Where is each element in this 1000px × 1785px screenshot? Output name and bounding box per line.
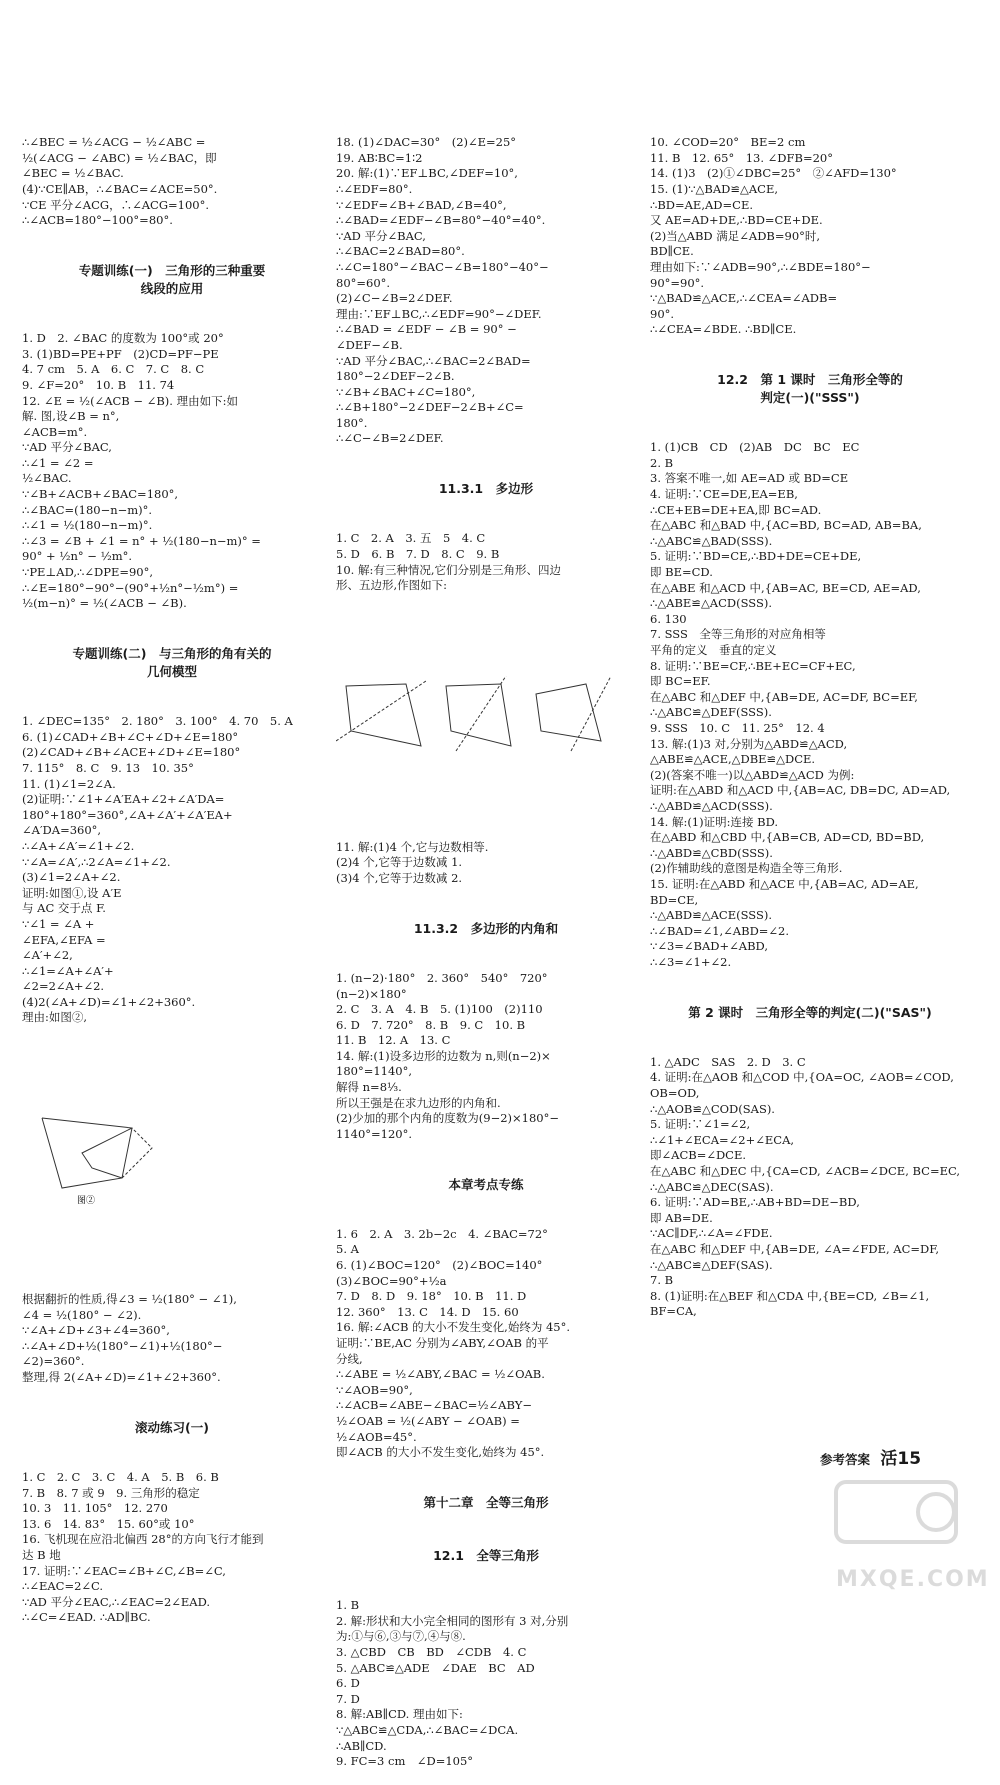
figure-2-caption: 图②: [77, 1196, 96, 1207]
col1-heading1: 专题训练(一) 三角形的三种重要 线段的应用: [78, 262, 266, 296]
watermark-text: MXQE.COM: [836, 1567, 990, 1592]
answer-column-2: [336, 104, 636, 1785]
col2-block6: 1. B 2. 解:形状和大小完全相同的图形有 3 对,分别 为:①与⑥,③与⑦,④与⑧. 3. △CBD CB BD ∠CDB 4. C 5. △ABC≌△ADE ∠DAE BC AD 6. D 7. D 8. 解:AB∥CD. 理由如下: ∵△ABC≌△CDA,∴∠BAC=∠DCA. ∴AB∥CD. 9. FC=3 cm ∠D=105°: [336, 1598, 569, 1769]
polygon-cut-diagram: [336, 676, 616, 756]
col2-heading3: 本章考点专练: [448, 1176, 524, 1192]
watermark-icon: [826, 1472, 976, 1562]
col2-block4: 1. (n−2)·180° 2. 360° 540° 720° (n−2)×180° 2. C 3. A 4. B 5. (1)100 (2)110 6. D 7. 720° 8. B 9. C 10. B 11. B 12. A 13. C 14. 解:(1)设多边形的边数为 n,则(n−2)× 180°=1140°, 解得 n=8⅓. 所以王强是在求九边形的内角和. (2)少加的那个内角的度数为(9−2)×180°− 1140°=120°.: [336, 970, 560, 1141]
col2-block1: 18. (1)∠DAC=30° (2)∠E=25° 19. AB∶BC=1∶2 20. 解:(1)∵EF⊥BC,∠DEF=10°, ∴∠EDF=80°. ∵∠EDF=∠B+∠BAD,∠B=40°, ∴∠BAD=∠EDF−∠B=80°−40°=40°. ∵AD 平分∠BAC, ∴∠BAC=2∠BAD=80°. ∴∠C=180°−∠BAC−∠B=180°−40°− 80°=60°. (2)∠C−∠B=2∠DEF. 理由:∵EF⊥BC,∴∠EDF=90°−∠DEF. ∴∠BAD = ∠EDF − ∠B = 90° − ∠DEF−∠B. ∵AD 平分∠BAC,∴∠BAC=2∠BAD= 180°−2∠DEF−2∠B. ∵∠B+∠BAC+∠C=180°, ∴∠B+180°−2∠DEF−2∠B+∠C= 180°. ∴∠C−∠B=2∠DEF.: [336, 135, 549, 446]
footer-label: 参考答案: [820, 1452, 871, 1467]
col1-block3: 1. ∠DEC=135° 2. 180° 3. 100° 4. 70 5. A 6. (1)∠CAD+∠B+∠C+∠D+∠E=180° (2)∠CAD+∠B+∠ACE+∠D+∠E=180° 7. 115° 8. C 9. 13 10. 35° 11. (1)∠1=2∠A. (2)证明:∵∠1+∠A′EA+∠2+∠A′DA= 180°+180°=360°,∠A+∠A′+∠A′EA+ ∠A′DA=360°, ∴∠A+∠A′=∠1+∠2. ∵∠A=∠A′,∴2∠A=∠1+∠2. (3)∠1=2∠A+∠2. 证明:如图①,设 A′E 与 AC 交于点 F. ∵∠1 = ∠A + ∠EFA,∠EFA = ∠A′+∠2, ∴∠1=∠A+∠A′+ ∠2=2∠A+∠2. (4)2(∠A+∠D)=∠1+∠2+360°. 理由:如图②,: [22, 714, 293, 1025]
fold-diagram-2: [22, 1108, 182, 1208]
page-number: 活15: [880, 1449, 922, 1469]
col3-heading1: 12.2 第 1 课时 三角形全等的 判定(一)("SSS"): [717, 372, 903, 406]
col3-heading2: 第 2 课时 三角形全等的判定(二)("SAS"): [688, 1004, 932, 1020]
col2-heading5: 12.1 全等三角形: [433, 1548, 539, 1564]
col1-block2: 1. D 2. ∠BAC 的度数为 100°或 20° 3. (1)BD=PE+PF (2)CD=PF−PE 4. 7 cm 5. A 6. C 7. C 8. C 9. ∠F=20° 10. B 11. 74 12. ∠E = ½(∠ACB − ∠B). 理由如下:如 解. 图,设∠B = n°, ∠ACB=m°. ∵AD 平分∠BAC, ∴∠1 = ∠2 = ½∠BAC. ∵∠B+∠ACB+∠BAC=180°, ∴∠BAC=(180−n−m)°. ∴∠1 = ½(180−n−m)°. ∴∠3 = ∠B + ∠1 = n° + ½(180−n−m)° = 90° + ½n° − ½m°. ∵PE⊥AD,∴∠DPE=90°, ∴∠E=180°−90°−(90°+½n°−½m°) = ½(m−n)° = ½(∠ACB − ∠B).: [22, 331, 261, 611]
col2-heading4: 第十二章 全等三角形: [423, 1494, 549, 1510]
answer-column-1: [22, 104, 322, 1641]
col2-heading2: 11.3.2 多边形的内角和: [413, 920, 559, 936]
col2-heading1: 11.3.1 多边形: [438, 481, 534, 497]
col3-block2: 1. (1)CB CD (2)AB DC BC EC 2. B 3. 答案不唯一,如 AE=AD 或 BD=CE 4. 证明:∵CE=DE,EA=EB, ∴CE+EB=DE+EA,即 BC=AD. 在△ABC 和△BAD 中,{AC=BD, BC=AD, AB=BA, ∴△ABC≌△BAD(SSS). 5. 证明:∵BD=CE,∴BD+DE=CE+DE, 即 BE=CD. 在△ABE 和△ACD 中,{AB=AC, BE=CD, AE=AD, ∴△ABE≌△ACD(SSS). 6. 130 7. SSS 全等三角形的对应角相等 平角的定义 垂直的定义 8. 证明:∵BE=CF,∴BE+EC=CF+EC, 即 BC=EF. 在△ABC 和△DEF 中,{AB=DE, AC=DF, BC=EF, ∴△ABC≌△DEF(SSS). 9. SSS 10. C 11. 25° 12. 4 13. 解:(1)3 对,分别为△ABD≌△ACD, △ABE≌△ACE,△DBE≌△DCE. (2)(答案不唯一)以△ABD≌△ACD 为例: 证明:在△ABD 和△ACD 中,{AB=AC, DB=DC, AD=AD, ∴△ABD≌△ACD(SSS). 14. 解:(1)证明:连接 BD. 在△ABD 和△CBD 中,{AB=CB, AD=CD, BD=BD, ∴△ABD≌△CBD(SSS). (2)作辅助线的意图是构造全等三角形. 15. 证明:在△ABD 和△ACE 中,{AB=AC, AD=AE, BD=CE, ∴△ABD≌△ACE(SSS). ∴∠BAD=∠1,∠ABD=∠2. ∵∠3=∠BAD+∠ABD, ∴∠3=∠1+∠2.: [650, 440, 951, 969]
col2-block3: 11. 解:(1)4 个,它与边数相等. (2)4 个,它等于边数减 1. (3)4 个,它等于边数减 2.: [336, 839, 489, 885]
watermark-logo: [826, 1472, 990, 1592]
figure-2: [22, 1077, 322, 1239]
col1-block5: 1. C 2. C 3. C 4. A 5. B 6. B 7. B 8. 7 或 9 9. 三角形的稳定 10. 3 11. 105° 12. 270 13. 6 14. 83° 15. 60°或 10° 16. 飞机现在应沿北偏西 28°的方向飞行才能到 达 B 地 17. 证明:∵∠EAC=∠B+∠C,∠B=∠C, ∴∠EAC=2∠C. ∵AD 平分∠EAC,∴∠EAC=2∠EAD. ∴∠C=∠EAD. ∴AD∥BC.: [22, 1469, 264, 1625]
col2-block2: 1. C 2. A 3. 五 5 4. C 5. D 6. B 7. D 8. C 9. B 10. 解:有三种情况,它们分别是三角形、四边 形、五边形,作图如下:: [336, 531, 561, 593]
col1-block1: ∴∠BEC = ½∠ACG − ½∠ABC = ½(∠ACG − ∠ABC) = ½∠BAC，即 ∠BEC = ½∠BAC. (4)∵CE∥AB，∴∠BAC=∠ACE=50°. ∵CE 平分∠ACG，∴∠ACG=100°. ∴∠ACB=180°−100°=80°.: [22, 135, 218, 228]
answer-column-3: [650, 104, 970, 1336]
col1-heading3: 滚动练习(一): [135, 1419, 209, 1435]
col1-heading2: 专题训练(二) 与三角形的角有关的 几何模型: [72, 646, 272, 679]
col1-block4: 根据翻折的性质,得∠3 = ½(180° − ∠1), ∠4 = ½(180° − ∠2). ∵∠A+∠D+∠3+∠4=360°, ∴∠A+∠D+½(180°−∠1)+½(180°− ∠2)=360°. 整理,得 2(∠A+∠D)=∠1+∠2+360°.: [22, 1292, 237, 1384]
page-footer: [820, 1444, 921, 1469]
col3-block3: 1. △ADC SAS 2. D 3. C 4. 证明:在△AOB 和△COD 中,{OA=OC, ∠AOB=∠COD, OB=OD, ∴△AOB≌△COD(SAS). 5. 证明:∵∠1=∠2, ∴∠1+∠ECA=∠2+∠ECA, 即∠ACB=∠DCE. 在△ABC 和△DEC 中,{CA=CD, ∠ACB=∠DCE, BC=EC, ∴△ABC≌△DEC(SAS). 6. 证明:∵AD=BE,∴AB+BD=DE−BD, 即 AB=DE. ∵AC∥DF,∴∠A=∠FDE. 在△ABC 和△DEF 中,{AB=DE, ∠A=∠FDE, AC=DF, ∴△ABC≌△DEF(SAS). 7. B 8. (1)证明:在△BEF 和△CDA 中,{BE=CD, ∠B=∠1, BF=CA,: [650, 1054, 961, 1319]
polygon-figures: [336, 645, 636, 787]
col3-block1: 10. ∠COD=20° BE=2 cm 11. B 12. 65° 13. ∠DFB=20° 14. (1)3 (2)①∠DBC=25° ②∠AFD=130° 15. (1)∵△BAD≌△ACE, ∴BD=AE,AD=CE. 又 AE=AD+DE,∴BD=CE+DE. (2)当△ABD 满足∠ADB=90°时, BD∥CE. 理由如下:∵∠ADB=90°,∴∠BDE=180°− 90°=90°. ∵△BAD≌△ACE,∴∠CEA=∠ADB= 90°. ∴∠CEA=∠BDE. ∴BD∥CE.: [650, 135, 897, 337]
col2-block5: 1. 6 2. A 3. 2b−2c 4. ∠BAC=72° 5. A 6. (1)∠BOC=120° (2)∠BOC=140° (3)∠BOC=90°+½a 7. D 8. D 9. 18° 10. B 11. D 12. 360° 13. C 14. D 15. 60 16. 解:∠ACB 的大小不发生变化,始终为 45°. 证明:∵BE,AC 分别为∠ABY,∠OAB 的平 分线, ∴∠ABE = ½∠ABY,∠BAC = ½∠OAB. ∵∠AOB=90°, ∴∠ACB=∠ABE−∠BAC=½∠ABY− ½∠OAB = ½(∠ABY − ∠OAB) = ½∠AOB=45°. 即∠ACB 的大小不发生变化,始终为 45°.: [336, 1226, 571, 1460]
